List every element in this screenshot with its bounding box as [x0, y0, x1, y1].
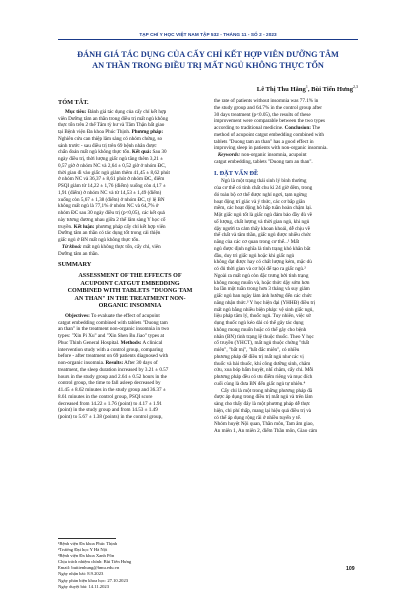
text-line: 41.45 ± 8.62 minutes in the study group and 36.37 ±: [58, 387, 166, 394]
text-line: non-organic insomnia. Results: After 30 days of: [58, 360, 158, 367]
text-line: Nhóm huyệt Nội quan, Thần môn, Tam âm giao,: [214, 421, 314, 428]
text-line: liệu pháp tâm lý, thuốc ngủ. Tuy nhiên, việc sử: [214, 313, 311, 320]
intro-heading: I. ĐẶT VẤN ĐỀ: [214, 169, 259, 177]
text-line: intervention study with a control group, comparing: [58, 346, 163, 353]
text-line: (point) in the study group and from 14.53 ± 1.49: [58, 407, 158, 414]
author-affiliation-mark: 1: [305, 84, 308, 89]
text-line: sàng cho thấy đây là một phương pháp dễ thực: [214, 401, 311, 407]
text-line: improving sleep in patients with non-organic insomnia.: [214, 145, 328, 152]
author-name: Bùi Tiến Hưng: [311, 86, 353, 94]
text-line: (point) to 5.67 ± 1.38 (points) in the control group,: [58, 414, 163, 421]
keywords-vi-line: Dưỡng tâm an thần.: [58, 250, 99, 257]
text-line: không mong muốn và, hoặc thức dậy sớm hơn: [214, 279, 310, 286]
text-line: ba lần một tuần trong hơn 3 tháng và suy giảm: [214, 286, 310, 293]
intro-paragraph-1: [214, 178, 358, 387]
text-line: nhóm ĐC sau 30 ngày điều trị (p<0,05), các kết quả: [58, 210, 165, 216]
keywords-vi-label: Từ khoá:: [61, 243, 82, 250]
header-rule: [58, 39, 358, 40]
text-line: đó toàn bộ cơ thể được nghỉ ngơi, tạm ngừng: [214, 191, 307, 198]
summary-en-body: [58, 313, 202, 421]
text-line: tại Bệnh viện Đa khoa Phúc Thịnh. Phương pháp:: [58, 129, 164, 135]
text-line: thời gian đi vào giấc ngủ giảm thêm 41,45 ± 8,62 phút: [58, 169, 170, 176]
text-line: PSQI giảm từ 14,22 ± 1,76 (điểm) xuống còn 4,17 ±: [58, 183, 166, 189]
journal-header: TẠP CHÍ Y HỌC VIỆT NAM TẬP 532 - THÁNG 11 - SỐ 2 - 2023: [139, 32, 277, 37]
text-line: ngày điều trị, thời lượng giấc ngủ tăng thêm 3,21 ±: [58, 156, 163, 162]
text-line: Ngoài ra mất ngủ còn đặc trưng bởi tình trạng: [214, 272, 309, 279]
author-affiliation-mark: 2,3: [353, 84, 358, 89]
text-line: thực tổn trên 2 thể Tâm tỳ hư và Tâm Thận bất giao: [58, 122, 165, 129]
text-line: Mục tiêu: Đánh giá tác dụng của cấy chỉ kết hợp: [65, 108, 167, 115]
footnotes: [58, 541, 208, 590]
left-column: [58, 100, 202, 421]
text-line: ở nhóm NC và 36,37 ± 8,61 phút ở nhóm ĐC, điểm: [58, 176, 165, 183]
text-line: Phuc Thinh General Hospital. Methods: A clinical: [58, 339, 163, 346]
summary-vi-body: [58, 109, 202, 244]
text-line: An miên 1, An miên 2, điểm Thần môn, Giao cảm: [214, 428, 318, 434]
text-line: Ngủ là một trạng thái sinh lý bình thường: [221, 178, 307, 185]
text-line: 30 days treatment (p<0.05), the results of these: [214, 111, 311, 118]
text-line: Một giấc ngủ tốt là giấc ngủ đảm bảo đầy đủ về: [214, 212, 313, 218]
text-line: ²Trường Đại học Y Hà Nội: [58, 547, 108, 553]
text-line: hours in the study group and 2.64 ± 0.52 hours in the: [58, 373, 167, 380]
keywords-vi-text: mất ngủ không thực tổn, cấy chỉ, viên: [81, 243, 161, 250]
text-line: Cấy chỉ là một trong những phương pháp đã: [221, 387, 313, 394]
text-line: phương pháp đều có ưu điểm riêng và mục đích: [214, 374, 313, 380]
text-line: giấc ngủ ở BN mất ngủ không thực tổn.: [58, 237, 140, 243]
text-line: thuốc và bài thuốc, khí công dưỡng sinh, châm: [214, 360, 311, 367]
text-line: Nghiên cứu can thiệp lâm sàng có nhóm chứng, so: [58, 135, 163, 142]
text-line: the rate of patients without insomnia was 77.1% in: [214, 98, 319, 104]
text-line: Ngày phản biện khoa học: 27.10.2023: [58, 577, 129, 583]
keywords-en-text: non-organic insomnia, acupoint: [240, 152, 307, 158]
text-line: được áp dụng trong điều trị mất ngủ và trên lâm: [214, 394, 313, 401]
text-line: sánh trước - sau điều trị trên 69 bệnh nhân được: [58, 142, 157, 149]
keywords-en-line: catgut embedding, tablets "Duong tam an than".: [214, 158, 313, 165]
text-line: thể chất và tâm thần, giấc ngủ được nhiều chức: [214, 232, 312, 239]
text-line: 1,91 (điểm) ở nhóm NC và từ 14,53 ± 1,49 (điểm): [58, 189, 162, 196]
text-line: Email: buitienhung@hmu.edu.vn: [58, 565, 120, 571]
text-line: của cơ thể có tính chất chu kì 24 giờ đêm, trong: [214, 185, 313, 191]
text-line: control group, the time to fall asleep decreased by: [58, 380, 161, 387]
footnote-rule: [58, 538, 116, 539]
text-line: an than" in the treatment non-organic insomnia in two: [58, 326, 170, 333]
text-line: truyền. Kết luận: phương pháp cấy chỉ kết hợp viên: [58, 223, 166, 230]
summary-en-continued: [214, 98, 358, 152]
text-line: decreased from 14.22 ± 1.76 (point) to 4.17 ± 1.91: [58, 400, 163, 407]
text-line: hoạt động trí giác và ý thức, các cơ bắp giãn: [214, 198, 306, 205]
text-line: treatment, the sleep duration increased by 3.21 ± 0.57: [58, 366, 169, 373]
text-line: dụng thuốc ngủ kéo dài có thể gây tác dụng: [214, 320, 304, 326]
text-line: method of acupoint catgut embedding combined with: [214, 131, 324, 138]
summary-en-heading: SUMMARY: [58, 261, 92, 269]
text-line: Objectives: To evaluate the effect of acupoint: [65, 312, 160, 319]
text-line: nhân (BN) tình trạng lệ thuộc thuốc. Theo Y học: [214, 333, 314, 340]
intro-paragraph-2: [214, 388, 358, 435]
text-line: xuống còn 5,67 ± 1,38 (điểm) ở nhóm ĐC, tỷ lệ BN: [58, 196, 165, 203]
text-line: improvement were comparable between the two types: [214, 118, 326, 125]
text-line: types: "Xin Pi Xu" and "Xin Shen Bu Jiao" types at: [58, 333, 165, 340]
text-line: the study group and 64.7% in the control group after: [214, 104, 322, 111]
article-title: [62, 50, 354, 71]
title-line: AN THẦN TRONG ĐIỀU TRỊ MẤT NGỦ KHÔNG THỰC TỔN: [92, 60, 324, 70]
text-line: ¹Bệnh viện Đa khoa Phúc Thịnh: [58, 541, 118, 546]
keywords-vi: [58, 244, 202, 251]
author-name: Lê Thị Thu Hằng: [256, 86, 306, 94]
keywords-en: [214, 152, 358, 159]
text-line: catgut embedding combined with tablets "Duong tam: [58, 319, 168, 326]
text-line: mất ngủ bằng nhiều biện pháp: vệ sinh giấc ngủ,: [214, 306, 314, 313]
right-column: [214, 98, 358, 435]
text-line: Chịu trách nhiệm chính: Bùi Tiến Hưng: [58, 559, 132, 565]
text-line: không mong muốn hoặc có thể gây cho bệnh: [214, 326, 307, 333]
text-line: có đủ thời gian và cơ hội để tạo ra giấc ngủ.²: [214, 266, 306, 272]
text-line: chẩn đoán mất ngủ không thực tổn. Kết quả: Sau 30: [58, 149, 167, 156]
text-line: ngủ được định nghĩa là tình trạng khó khăn bắt: [214, 245, 311, 252]
title-line: ĐÁNH GIÁ TÁC DỤNG CỦA CẤY CHỈ KẾT HỢP VIÊN DƯỠNG TÂM: [77, 50, 339, 59]
text-line: dậy người ta cảm thấy khoan khoái, dễ chịu về: [214, 225, 311, 232]
text-line: hiện, chi phí thấp, mang lại hiệu quả điều trị và: [214, 407, 312, 414]
summary-vi-heading: TÓM TẮT.: [58, 99, 89, 106]
text-line: cuối cùng là đưa BN đến giấc ngủ tự nhiên.⁴: [214, 380, 306, 387]
text-line: COMBINED WITH TABLETS "DUONG TAM: [67, 288, 193, 295]
text-line: phương pháp để điều trị mất ngủ như các vị: [214, 353, 304, 360]
text-line: cổ truyền (YHCT), mất ngủ thuộc chứng "thất: [214, 340, 310, 347]
text-line: đầu, duy trì giấc ngủ hoặc khi giấc ngủ: [214, 252, 295, 259]
text-line: giấc ngủ ban ngày làm ảnh hưởng đến các chức: [214, 293, 312, 299]
summary-en-title: [58, 273, 202, 311]
text-line: 8.61 minutes in the control group, PSQI score: [58, 393, 153, 400]
text-line: ³Bệnh viện Đa khoa Xanh Pôn: [58, 553, 115, 559]
text-line: AN THAN" IN THE TREATMENT NON-: [74, 295, 186, 302]
text-line: ACUPOINT CATGUT EMBEDDING: [80, 280, 180, 287]
text-line: viên Dưỡng tâm an thần trong điều trị mất ngủ không: [58, 115, 169, 122]
page-number: 109: [346, 566, 355, 572]
text-line: according to traditional medicine. Conclusion: The: [214, 125, 321, 131]
text-line: mềm, các hoạt động hô hấp tuần hoàn chậm lại.: [214, 205, 313, 212]
author-list: [230, 84, 358, 93]
keywords-en-label: Keywords:: [217, 152, 241, 158]
text-line: Ngày duyệt bài: 14.11.2023: [58, 583, 109, 589]
text-line: không mất ngủ là 77,1% ở nhóm NC và 64,7% ở: [58, 203, 159, 210]
text-line: năng nhận thức.³ Y học hiện đại (YHHĐ) điều trị: [214, 299, 316, 306]
text-line: ORGANIC INSOMNIA: [98, 303, 162, 310]
text-line: tablets "Duong tam an than" has a good effect in: [214, 138, 314, 145]
text-line: này tương đương nhau giữa 2 thể lâm sàng Y học cổ: [58, 216, 166, 223]
text-line: năng của các cơ quan trong cơ thể...¹ Mất: [214, 239, 300, 245]
text-line: before - after treatment on 69 patients diagnosed with: [58, 353, 169, 360]
text-line: ASSESSMENT OF THE EFFECTS OF: [78, 273, 182, 279]
text-line: miên", "bất mị", "bất đắc miên", có nhiều: [214, 347, 300, 353]
text-line: không đạt được hay có chất lượng kém, mặc dù: [214, 259, 312, 266]
text-line: cứu, xoa bóp bấm huyệt, nhĩ châm, cấy chỉ. Mỗi: [214, 367, 314, 374]
text-line: Ngày nhận bài: 8.9.2023: [58, 571, 104, 577]
text-line: 0,57 giờ ở nhóm NC và 2,64 ± 0,52 giờ ở nhóm ĐC,: [58, 162, 166, 169]
text-line: có thể áp dụng rộng rãi ở nhiều tuyến y tế.: [214, 414, 302, 421]
author-separator: ,: [307, 86, 312, 94]
text-line: Dưỡng tâm an thần có tác dụng tốt trong cải thiện: [58, 230, 161, 237]
text-line: số lượng, chất lượng và thời gian ngủ, khi ngủ: [214, 218, 310, 225]
